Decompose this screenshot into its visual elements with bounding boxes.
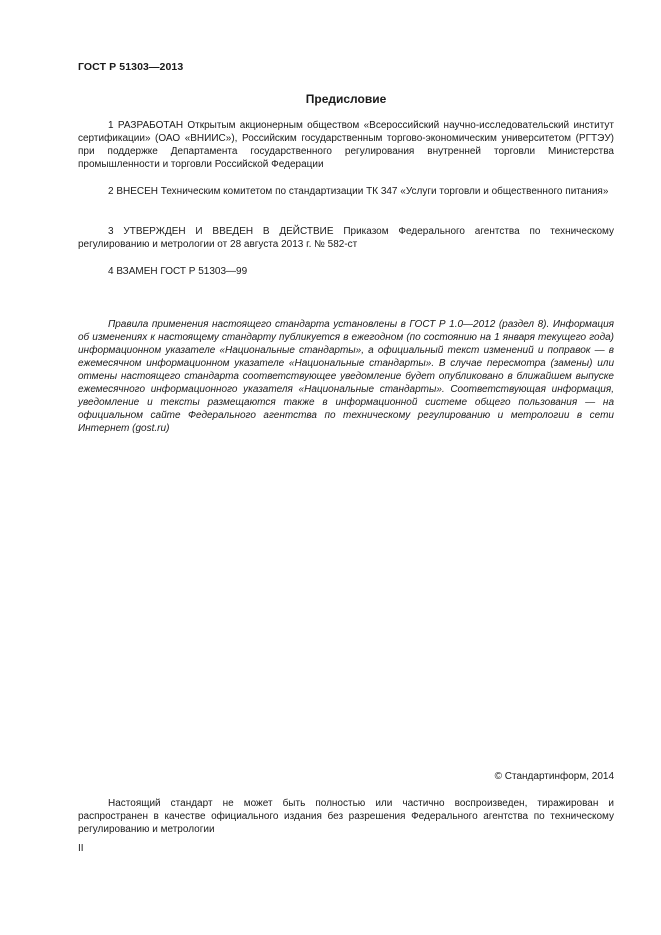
foreword-item-approved: 3 УТВЕРЖДЕН И ВВЕДЕН В ДЕЙСТВИЕ Приказом Федерального агентства по техническому регулированию и метрологии от 28 августа 2013 г. № 582-ст [78, 226, 614, 250]
page-number: II [78, 843, 84, 854]
foreword-item-developed: 1 РАЗРАБОТАН Открытым акционерным обществом «Всероссийский научно-исследовательский институт сертификации» (ОАО «ВНИИС»), Российским государственным торгово-экономическим университетом (РГТЭУ) при поддержке Департамента государственного регулирования внутренней торговли Министерства промышленности и торговли Российской Федерации [78, 120, 614, 170]
application-rules-notice: Правила применения настоящего стандарта установлены в ГОСТ Р 1.0—2012 (раздел 8). Информация об изменениях к настоящему стандарту публикуется в ежегодном (по состоянию на 1 января текущего года) информационном указателе «Национальные стандарты», а официальный текст изменений и поправок — в ежемесячном информационном указателе «Национальные стандарты». В случае пересмотра (замены) или отмены настоящего стандарта соответствующее уведомление будет опубликовано в ближайшем выпуске ежемесячного информационного указателя «Национальные стандарты». Соответствующая информация, уведомление и тексты размещаются также в информационной системе общего пользования — на официальном сайте Федерального агентства по техническому регулированию и метрологии в сети Интернет (gost.ru) [78, 319, 614, 434]
reproduction-notice: Настоящий стандарт не может быть полностью или частично воспроизведен, тиражирован и распространен в качестве официального издания без разрешения Федерального агентства по техническому регулированию и метрологии [78, 798, 614, 835]
copyright-line: © Стандартинформ, 2014 [494, 771, 614, 782]
foreword-item-replaces: 4 ВЗАМЕН ГОСТ Р 51303—99 [108, 266, 248, 277]
foreword-title: Предисловие [305, 92, 387, 106]
document-code: ГОСТ Р 51303—2013 [78, 61, 184, 73]
foreword-item-introduced: 2 ВНЕСЕН Техническим комитетом по стандартизации ТК 347 «Услуги торговли и общественного питания» [108, 186, 609, 197]
